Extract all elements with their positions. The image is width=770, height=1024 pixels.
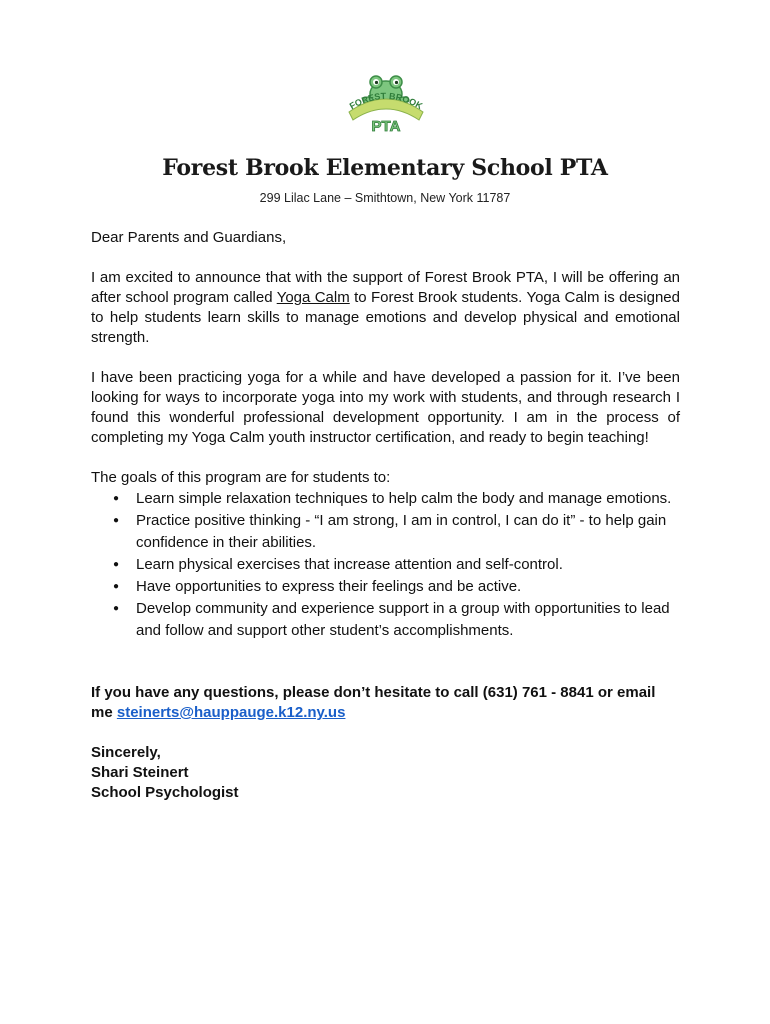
paragraph-intro-after: to Forest Brook students. Yoga Calm is designed to help students learn skills to manage emotions and develop physical and emotional strength.	[91, 289, 680, 346]
goal-item	[91, 488, 680, 510]
school-address: 299 Lilac Lane – Smithtown, New York 11787	[259, 191, 511, 205]
logo-pta-text: PTA	[371, 118, 401, 134]
bullet-icon: ●	[113, 515, 120, 526]
forest-brook-pta-logo	[345, 70, 427, 134]
goal-item	[91, 510, 680, 554]
paragraph-intro-before: I am excited to announce that with the support of Forest Brook PTA, I will be offering an after school program called	[91, 269, 680, 306]
goals-list	[91, 488, 680, 642]
page-title: Forest Brook Elementary School PTA	[162, 155, 608, 181]
goal-item	[91, 576, 680, 598]
goal-text: Develop community and experience support in a group with opportunities to lead and follow and support other student’s accomplishments.	[136, 600, 670, 639]
greeting: Dear Parents and Guardians,	[91, 229, 287, 246]
bullet-icon: ●	[113, 493, 120, 504]
signer-name: Shari Steinert	[91, 764, 189, 781]
email-link[interactable]: steinerts@hauppauge.k12.ny.us	[116, 704, 346, 721]
signoff-closing: Sincerely,	[91, 744, 161, 761]
goals-intro: The goals of this program are for students to:	[91, 469, 391, 486]
signer-title: School Psychologist	[91, 784, 239, 801]
bullet-icon: ●	[113, 559, 120, 570]
letter-body	[91, 228, 680, 803]
program-name: Yoga Calm	[276, 289, 350, 306]
contact-text: If you have any questions, please don’t hesitate to call (631) 761 - 8841 or email me	[91, 684, 656, 721]
goal-text: Learn simple relaxation techniques to help calm the body and manage emotions.	[136, 490, 672, 507]
paragraph-background: I have been practicing yoga for a while and have developed a passion for it. I’ve been looking for ways to incorporate yoga into my work with students, and through research I found this wonderful professional development opportunity. I am in the process of completing my Yoga Calm youth instructor certification, and ready to begin teaching!	[91, 369, 680, 446]
goal-item	[91, 598, 680, 642]
logo-banner-text: FOREST BROOK	[347, 90, 425, 112]
goal-text: Learn physical exercises that increase attention and self-control.	[136, 556, 563, 573]
goal-text: Have opportunities to express their feelings and be active.	[136, 578, 522, 595]
bullet-icon: ●	[113, 581, 120, 592]
contact-info	[91, 683, 680, 723]
goal-text: Practice positive thinking - “I am strong, I am in control, I can do it” - to help gain confidence in their abilities.	[136, 512, 667, 551]
goal-item	[91, 554, 680, 576]
paragraph-intro	[91, 268, 680, 348]
bullet-icon: ●	[113, 603, 120, 614]
